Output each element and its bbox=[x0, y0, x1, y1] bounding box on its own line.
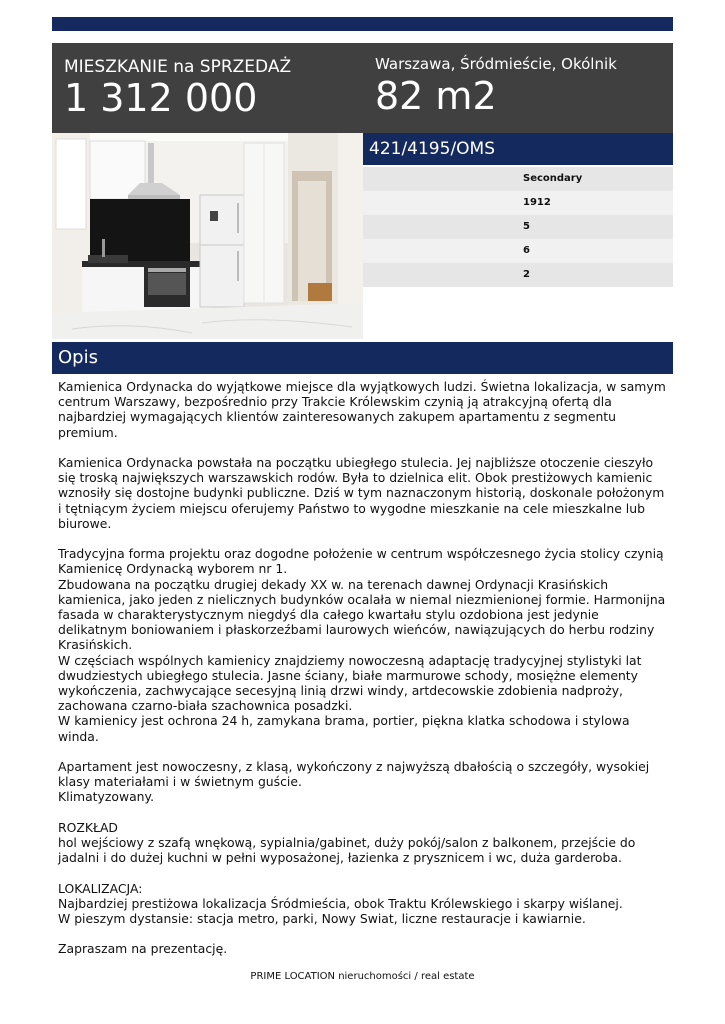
description-heading: Opis bbox=[52, 342, 673, 374]
description-paragraph: Zapraszam na prezentację. bbox=[58, 941, 228, 957]
footer-text: PRIME LOCATION nieruchomości / real estate bbox=[250, 971, 475, 982]
param-rooms: 2 bbox=[363, 263, 673, 287]
area: 82 m2 bbox=[375, 74, 497, 118]
kitchen-photo-illustration bbox=[52, 133, 363, 339]
param-market: Secondary bbox=[363, 167, 673, 191]
location: Warszawa, Śródmieście, Okólnik bbox=[375, 55, 617, 73]
description-paragraph: LOKALIZACJA: Najbardziej prestiżowa lokalizacja Śródmieścia, obok Traktu Królewskiego i skarpy wiślanej. W pieszym dystansie: stacja metro, parki, Nowy Swiat, liczne restauracje i kawiarnie. bbox=[58, 880, 623, 927]
description-paragraph: Kamienica Ordynacka do wyjątkowe miejsce dla wyjątkowych ludzi. Świetna lokalizacja, w samym centrum Warszawy, bezpośrednio przy Trakcie Królewskim czynią ją atrakcyjną ofertą dla najbardziej wymagających klientów zainteresowanych zakupem apartamentu z segmentu premium. bbox=[58, 379, 666, 440]
price: 1 312 000 bbox=[64, 76, 258, 120]
property-photo bbox=[52, 133, 363, 339]
description-paragraph: ROZKŁAD hol wejściowy z szafą wnękową, sypialnia/gabinet, duży pokój/salon z balkonem, przejście do jadalni i do dużej kuchni w pełni wyposażonej, łazienka z prysznicem i wc, duża garderoba. bbox=[58, 819, 636, 866]
param-floor: 6 bbox=[363, 239, 673, 263]
param-floors: 5 bbox=[363, 215, 673, 239]
description-body bbox=[58, 379, 670, 972]
param-year-built: 1912 bbox=[363, 191, 673, 215]
description-paragraph: Kamienica Ordynacka powstała na początku ubiegłego stulecia. Jej najbliższe otoczenie cieszyło się troską największych warszawskich rodów. Była to dzielnica elit. Obok prestiżowych kamienic wznosiły się dostojne budynki publiczne. Dziś w tym naznaczonym historią, doskonale położonym i tętniącym życiem miejscu oferujemy Państwo to wygodne mieszkanie na cele mieszkalne lub biurowe. bbox=[58, 455, 665, 531]
description-paragraph: Apartament jest nowoczesny, z klasą, wykończony z najwyższą dbałością o szczegóły, wysokiej klasy materiałami i w świetnym guście. Klimatyzowany. bbox=[58, 759, 650, 805]
description-paragraph: Tradycyjna forma projektu oraz dogodne położenie w centrum współczesnego życia stolicy czynią Kamienicę Ordynacką wyborem nr 1. Zbudowana na początku drugiej dekady XX w. na terenach dawnej Ordynacji Krasińskich kamienica, jako jeden z nielicznych budynków ocalała w niemal niezmienionej formie. Harmonijna fasada w charakterystycznym niegdyś dla całego kwartału stylu ozdobiona jest jedynie delikatnym boniowaniem i płaskorzeźbami laurowych wieńców, nawiązujących do herbu rodziny Krasińskich. W częściach wspólnych kamienicy znajdziemy nowoczesną adaptację tradycyjnej stylistyki lat dwudziestych ubiegłego stulecia. Jasne ściany, białe marmurowe schody, mosiężne elementy wykończenia, zachwycające secesyjną linią drzwi windy, artdecowskie zdobienia nadproży, zachowana czarno-biała szachownica posadzki. W kamienicy jest ochrona 24 h, zamykana brama, portier, piękna klatka schodowa i stylowa winda. bbox=[58, 546, 666, 744]
offer-type-label: MIESZKANIE na SPRZEDAŻ bbox=[64, 57, 292, 77]
parameters-table bbox=[363, 167, 673, 287]
listing-header bbox=[52, 43, 673, 133]
top-accent-bar bbox=[52, 17, 673, 31]
reference-number: 421/4195/OMS bbox=[363, 133, 673, 165]
